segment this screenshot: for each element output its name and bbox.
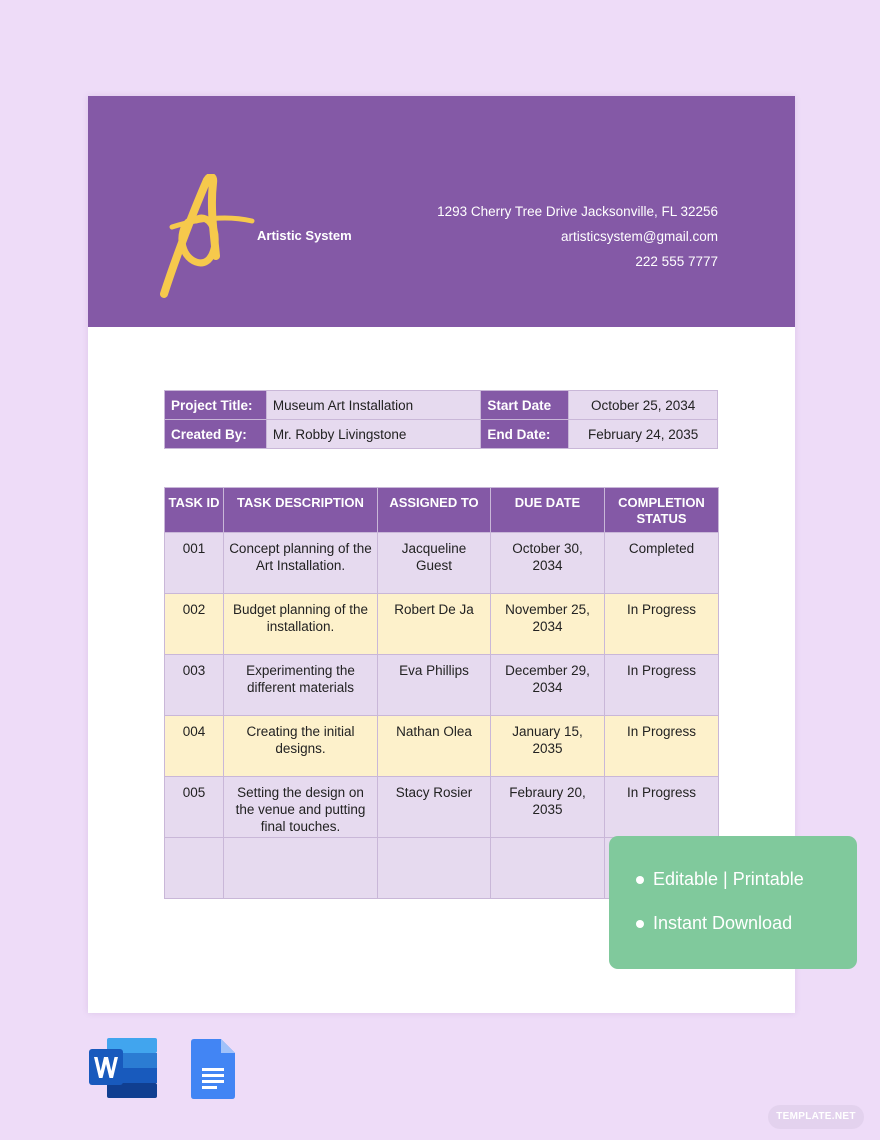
start-date-value: October 25, 2034 bbox=[569, 391, 718, 420]
column-header-description: TASK DESCRIPTION bbox=[224, 488, 378, 533]
task-due-date: January 15, 2035 bbox=[491, 716, 605, 777]
column-header-status: COMPLETION STATUS bbox=[605, 488, 719, 533]
task-description: Concept planning of the Art Installation. bbox=[224, 533, 378, 594]
task-status: In Progress bbox=[605, 716, 719, 777]
column-header-task-id: TASK ID bbox=[165, 488, 224, 533]
company-name: Artistic System bbox=[257, 228, 352, 243]
task-due-date: December 29, 2034 bbox=[491, 655, 605, 716]
bullet-icon bbox=[636, 920, 644, 928]
task-status: Completed bbox=[605, 533, 719, 594]
end-date-label: End Date: bbox=[481, 420, 569, 449]
tasks-header-row bbox=[165, 488, 719, 533]
feature-item bbox=[636, 869, 804, 890]
table-row bbox=[165, 777, 719, 838]
task-due-date: November 25, 2034 bbox=[491, 594, 605, 655]
table-row bbox=[165, 716, 719, 777]
google-docs-icon[interactable] bbox=[191, 1039, 235, 1099]
task-description: Creating the initial designs. bbox=[224, 716, 378, 777]
company-phone: 222 555 7777 bbox=[635, 254, 718, 269]
task-assigned: Robert De Ja bbox=[378, 594, 491, 655]
task-description: Budget planning of the installation. bbox=[224, 594, 378, 655]
project-title-value: Museum Art Installation bbox=[266, 391, 481, 420]
created-by-value: Mr. Robby Livingstone bbox=[266, 420, 481, 449]
task-assigned: Nathan Olea bbox=[378, 716, 491, 777]
task-status: In Progress bbox=[605, 777, 719, 838]
task-description: Setting the design on the venue and putting final touches. bbox=[224, 777, 378, 838]
feature-editable-printable: Editable | Printable bbox=[653, 869, 804, 889]
task-due-date: October 30, 2034 bbox=[491, 533, 605, 594]
features-badge bbox=[609, 836, 857, 969]
task-id: 001 bbox=[165, 533, 224, 594]
watermark-badge: TEMPLATE.NET bbox=[768, 1105, 864, 1129]
project-info-row bbox=[165, 420, 718, 449]
project-info-table bbox=[164, 390, 718, 449]
task-assigned: Stacy Rosier bbox=[378, 777, 491, 838]
table-row bbox=[165, 594, 719, 655]
table-row bbox=[165, 533, 719, 594]
artistic-system-logo-icon bbox=[160, 174, 256, 300]
table-row bbox=[165, 655, 719, 716]
end-date-value: February 24, 2035 bbox=[569, 420, 718, 449]
empty-cell bbox=[491, 838, 605, 899]
feature-item bbox=[636, 913, 792, 934]
start-date-label: Start Date bbox=[481, 391, 569, 420]
task-id: 002 bbox=[165, 594, 224, 655]
project-title-label: Project Title: bbox=[165, 391, 267, 420]
column-header-assigned-to: ASSIGNED TO bbox=[378, 488, 491, 533]
task-due-date: Febraury 20, 2035 bbox=[491, 777, 605, 838]
company-address: 1293 Cherry Tree Drive Jacksonville, FL 32256 bbox=[437, 204, 718, 219]
project-info-row bbox=[165, 391, 718, 420]
microsoft-word-icon[interactable] bbox=[89, 1038, 157, 1098]
company-email: artisticsystem@gmail.com bbox=[561, 229, 718, 244]
created-by-label: Created By: bbox=[165, 420, 267, 449]
document-header bbox=[88, 96, 795, 327]
task-assigned: Eva Phillips bbox=[378, 655, 491, 716]
empty-cell bbox=[165, 838, 224, 899]
task-description: Experimenting the different materials bbox=[224, 655, 378, 716]
task-id: 003 bbox=[165, 655, 224, 716]
task-assigned: Jacqueline Guest bbox=[378, 533, 491, 594]
empty-cell bbox=[378, 838, 491, 899]
empty-cell bbox=[224, 838, 378, 899]
task-id: 005 bbox=[165, 777, 224, 838]
bullet-icon bbox=[636, 876, 644, 884]
feature-instant-download: Instant Download bbox=[653, 913, 793, 933]
column-header-due-date: DUE DATE bbox=[491, 488, 605, 533]
task-id: 004 bbox=[165, 716, 224, 777]
task-status: In Progress bbox=[605, 655, 719, 716]
task-status: In Progress bbox=[605, 594, 719, 655]
